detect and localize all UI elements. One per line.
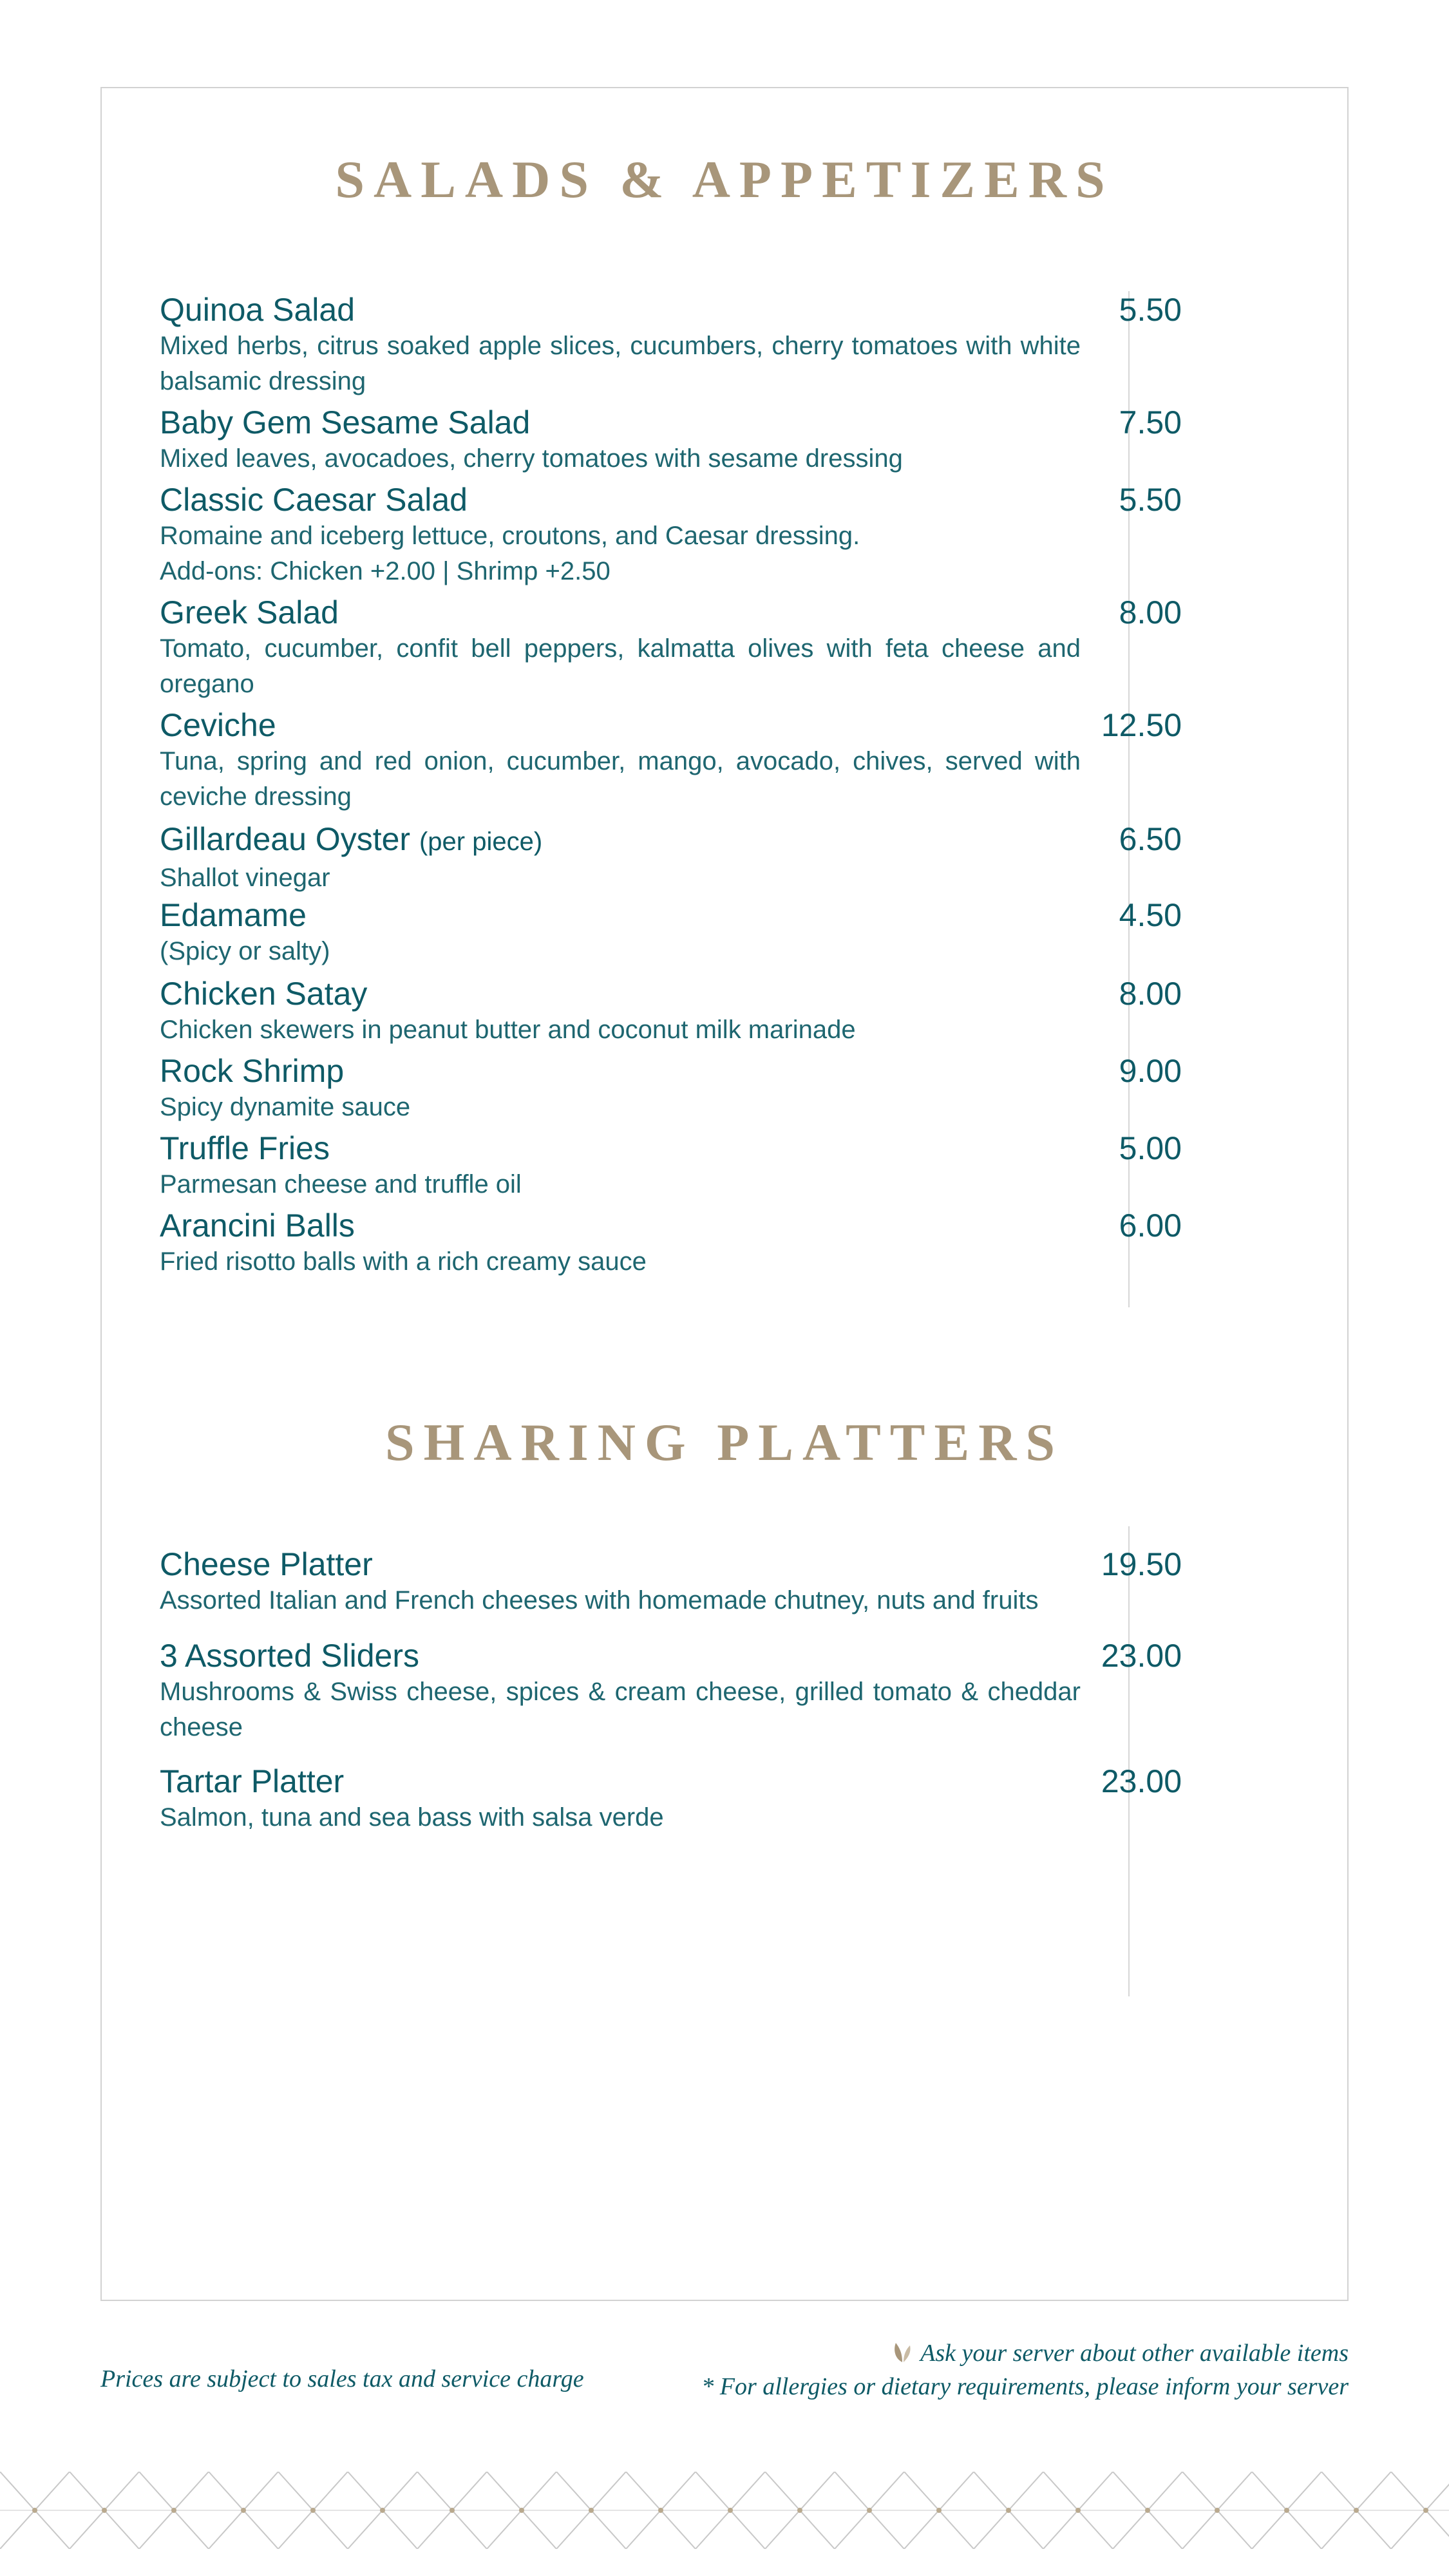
tax-note: Prices are subject to sales tax and service charge [100, 2365, 584, 2392]
menu-item [160, 1763, 1182, 1835]
item-name: Cheese Platter [160, 1546, 373, 1582]
item-price: 7.50 [1119, 404, 1182, 440]
item-description: Romaine and iceberg lettuce, croutons, and Caesar dressing. [160, 522, 860, 550]
menu-item [160, 1546, 1182, 1618]
menu-item [160, 975, 1182, 1048]
server-note-row [701, 2336, 1349, 2370]
item-name-row [160, 820, 1182, 860]
item-description: Mixed herbs, citrus soaked apple slices, cucumbers, cherry tomatoes with white balsamic dressing [160, 332, 1081, 395]
item-name: Ceviche [160, 707, 276, 743]
menu-item [160, 896, 1182, 969]
item-price: 6.50 [1119, 821, 1182, 857]
menu-item [160, 481, 1182, 589]
item-price: 8.00 [1119, 976, 1182, 1012]
item-price: 23.00 [1101, 1763, 1182, 1799]
item-price: 5.00 [1119, 1130, 1182, 1166]
menu-item [160, 706, 1182, 815]
menu-item [160, 291, 1182, 399]
item-description: Mixed leaves, avocadoes, cherry tomatoes with sesame dressing [160, 444, 903, 473]
menu-frame [100, 87, 1349, 2301]
menu-item [160, 1207, 1182, 1280]
menu-item [160, 1637, 1182, 1745]
item-price: 6.00 [1119, 1208, 1182, 1244]
item-name: Greek Salad [160, 594, 339, 630]
leaf-icon [889, 2339, 915, 2365]
menu-item [160, 1052, 1182, 1125]
item-description: (Spicy or salty) [160, 937, 330, 965]
item-price: 5.50 [1119, 482, 1182, 518]
item-description: Mushrooms & Swiss cheese, spices & cream cheese, grilled tomato & cheddar cheese [160, 1678, 1081, 1741]
menu-item [160, 594, 1182, 702]
item-name: Edamame [160, 897, 307, 933]
item-price: 4.50 [1119, 897, 1182, 933]
item-description: Tomato, cucumber, confit bell peppers, kalmatta olives with feta cheese and oregano [160, 634, 1081, 698]
decorative-pattern [0, 2472, 1449, 2549]
item-description: Tuna, spring and red onion, cucumber, mango, avocado, chives, served with ceviche dressing [160, 747, 1081, 811]
item-description: Shallot vinegar [160, 864, 330, 892]
item-name: Baby Gem Sesame Salad [160, 404, 531, 440]
item-note: (per piece) [419, 828, 543, 856]
menu-item [160, 404, 1182, 477]
allergy-note: * For allergies or dietary requirements, please inform your server [701, 2373, 1349, 2400]
section-title-sharing-platters: SHARING PLATTERS [384, 1413, 1065, 1472]
item-name: Gillardeau Oyster [160, 821, 411, 857]
item-price: 5.50 [1119, 292, 1182, 328]
item-name: Chicken Satay [160, 976, 368, 1012]
menu-item [160, 1130, 1182, 1202]
item-description: Assorted Italian and French cheeses with homemade chutney, nuts and fruits [160, 1586, 1039, 1615]
item-name: Tartar Platter [160, 1763, 345, 1799]
item-name: 3 Assorted Sliders [160, 1638, 419, 1674]
item-description: Spicy dynamite sauce [160, 1093, 411, 1121]
server-note: Ask your server about other available items [920, 2340, 1349, 2367]
item-description: Parmesan cheese and truffle oil [160, 1170, 522, 1198]
item-description: Chicken skewers in peanut butter and coconut milk marinade [160, 1016, 856, 1044]
item-price: 19.50 [1101, 1546, 1182, 1582]
item-name: Rock Shrimp [160, 1053, 345, 1089]
section-title-salads: SALADS & APPETIZERS [335, 150, 1114, 209]
item-price: 12.50 [1101, 707, 1182, 743]
item-price: 9.00 [1119, 1053, 1182, 1089]
item-description: Fried risotto balls with a rich creamy sauce [160, 1247, 647, 1276]
item-name: Quinoa Salad [160, 292, 355, 328]
item-price: 23.00 [1101, 1638, 1182, 1674]
item-name: Truffle Fries [160, 1130, 330, 1166]
item-name: Classic Caesar Salad [160, 482, 468, 518]
footer-notes [701, 2336, 1349, 2403]
item-addons: Add-ons: Chicken +2.00 | Shrimp +2.50 [160, 557, 611, 585]
item-price: 8.00 [1119, 594, 1182, 630]
menu-item [160, 820, 1182, 896]
item-name: Arancini Balls [160, 1208, 355, 1244]
item-description: Salmon, tuna and sea bass with salsa verde [160, 1803, 664, 1832]
